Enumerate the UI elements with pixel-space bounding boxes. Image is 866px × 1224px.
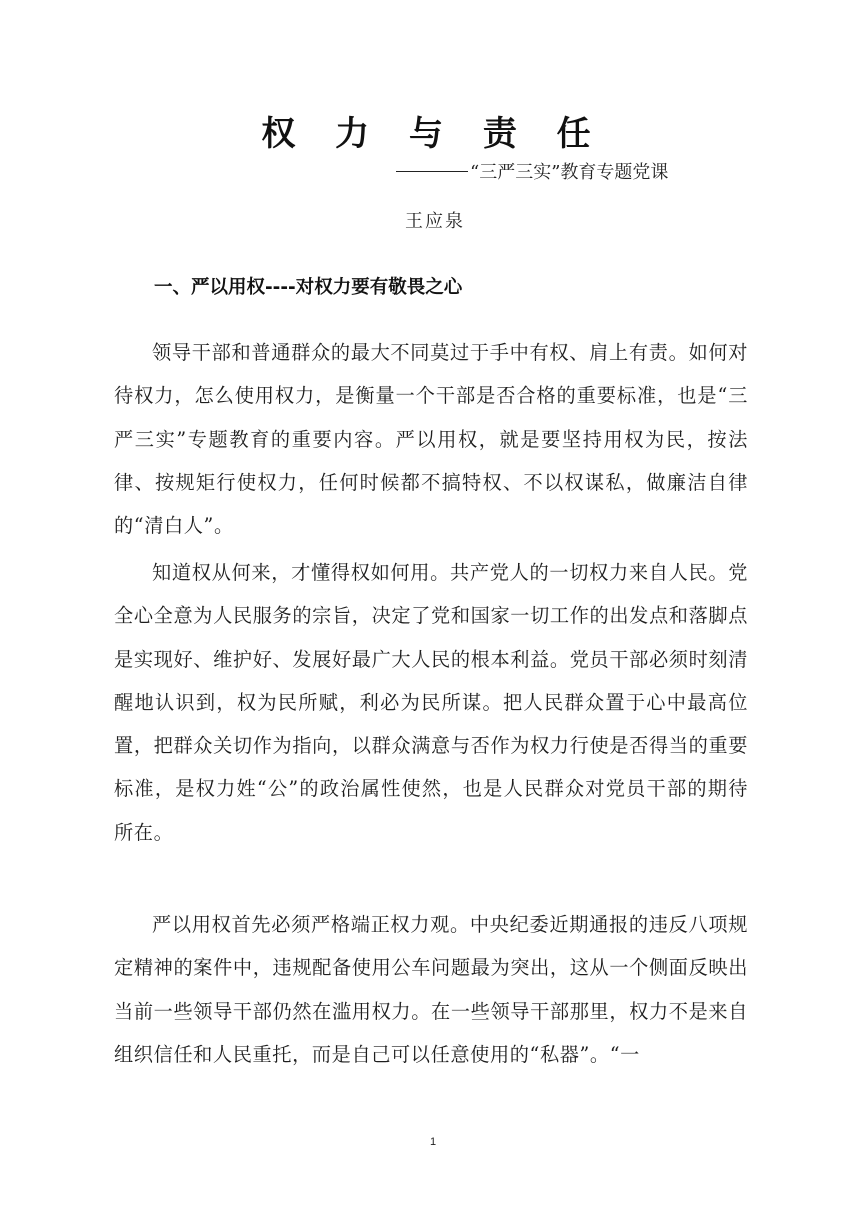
subtitle-dash-line (396, 171, 468, 172)
section-heading: 一、严以用权----对权力要有敬畏之心 (154, 277, 463, 298)
page-number: 1 (429, 1136, 437, 1148)
document-title: 权 力 与 责 任 (261, 114, 605, 154)
author-name: 王应泉 (405, 211, 465, 232)
subtitle-text: “三严三实”教育专题党课 (470, 162, 669, 183)
paragraph: 知道权从何来，才懂得权如何用。共产党人的一切权力来自人民。党全心全意为人民服务的宗旨，决定了党和国家一切工作的出发点和落脚点是实现好、维护好、发展好最广大人民的根本利益。党员干部必须时刻清醒地认识到，权为民所赋，利必为民所谋。把人民群众置于心中最高位置，把群众关切作为指向，以群众满意与否作为权力行使是否得当的重要标准，是权力姓“公”的政治属性使然，也是人民群众对党员干部的期待所在。 (114, 561, 748, 844)
document-subtitle (396, 158, 668, 184)
paragraph: 严以用权首先必须严格端正权力观。中央纪委近期通报的违反八项规定精神的案件中，违规配备使用公车问题最为突出，这从一个侧面反映出当前一些领导干部仍然在滥用权力。在一些领导干部那里，权力不是来自组织信任和人民重托，而是自己可以任意使用的“私器”。“一 (114, 913, 748, 1066)
paragraph: 领导干部和普通群众的最大不同莫过于手中有权、肩上有责。如何对待权力，怎么使用权力，是衡量一个干部是否合格的重要标准，也是“三严三实”专题教育的重要内容。严以用权，就是要坚持用权为民，按法律、按规矩行使权力，任何时候都不搞特权、不以权谋私，做廉洁自律的“清白人”。 (114, 341, 748, 538)
